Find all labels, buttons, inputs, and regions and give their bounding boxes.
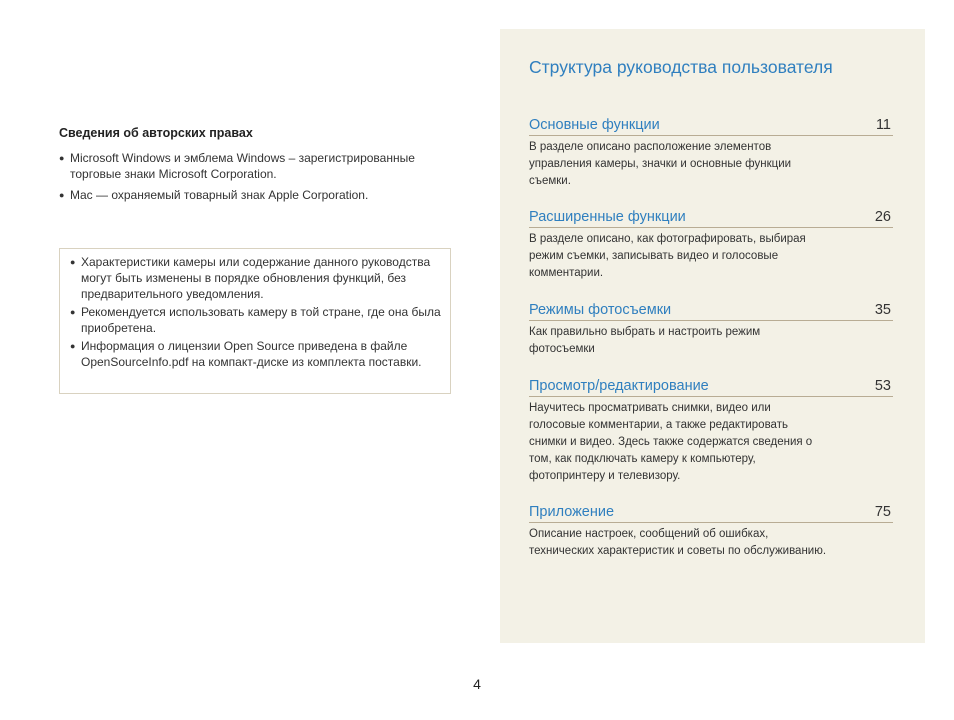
toc-entry-link[interactable]: Расширенные функции [529, 209, 686, 225]
toc-entry-playback-editing[interactable] [529, 378, 893, 485]
toc-entry-basic-functions[interactable] [529, 117, 893, 190]
list-item: ● Рекомендуется использовать камеру в той стране, где она была приобретена. [70, 304, 442, 336]
toc-entry-page: 53 [874, 378, 891, 394]
toc-entry-head [529, 302, 893, 321]
toc-entry-link[interactable]: Режимы фотосъемки [529, 302, 672, 318]
toc-entry-desc: В разделе описано расположение элементов управления камеры, значки и основные функции съемки. [529, 141, 792, 187]
toc-panel [500, 29, 925, 643]
toc-entry-page: 75 [874, 504, 891, 520]
page-number: 4 [473, 676, 481, 692]
toc-entry-link[interactable]: Приложение [529, 504, 615, 520]
list-item: ● Характеристики камеры или содержание данного руководства могут быть изменены в порядке обновления функций, без предварительного уведомления. [70, 254, 442, 302]
list-item: ● Microsoft Windows и эмблема Windows – зарегистрированные торговые знаки Microsoft Corporation. [59, 150, 459, 182]
list-item: ● Информация о лицензии Open Source приведена в файле OpenSourceInfo.pdf на компакт-диске из комплекта поставки. [70, 338, 442, 370]
notice-box [59, 248, 451, 394]
toc-entry-desc: Описание настроек, сообщений об ошибках, технических характеристик и советы по обслуживанию. [529, 528, 827, 557]
toc-entry-link[interactable]: Просмотр/редактирование [529, 378, 709, 394]
toc-entry-head [529, 504, 893, 523]
toc-entry-head [529, 209, 893, 228]
notice-list [70, 254, 442, 370]
toc-entry-page: 11 [875, 117, 891, 133]
toc-entry-link[interactable]: Основные функции [529, 117, 660, 133]
toc-title: Структура руководства пользователя [529, 57, 833, 77]
toc-entry-page: 35 [874, 302, 891, 318]
toc-entry-head [529, 378, 893, 397]
toc-entry-shooting-modes[interactable] [529, 302, 893, 358]
copyright-section [59, 126, 459, 208]
toc-entry-advanced-functions[interactable] [529, 209, 893, 282]
copyright-title: Сведения об авторских правах [59, 126, 253, 140]
toc-entry-appendix[interactable] [529, 504, 893, 560]
toc-entry-head [529, 117, 893, 136]
toc-entry-desc: Как правильно выбрать и настроить режим фотосъемки [529, 326, 761, 355]
copyright-list [59, 150, 459, 203]
toc-entry-desc: Научитесь просматривать снимки, видео или голосовые комментарии, а также редактировать снимки и видео. Здесь также содержатся сведения о том, как подключать камеру к компьютеру, фотопринтеру и телевизору. [529, 402, 813, 482]
toc-entry-desc: В разделе описано, как фотографировать, выбирая режим съемки, записывать видео и голосовые комментарии. [529, 233, 806, 279]
toc-entry-page: 26 [874, 209, 891, 225]
list-item: ● Mac — охраняемый товарный знак Apple Corporation. [59, 187, 459, 203]
